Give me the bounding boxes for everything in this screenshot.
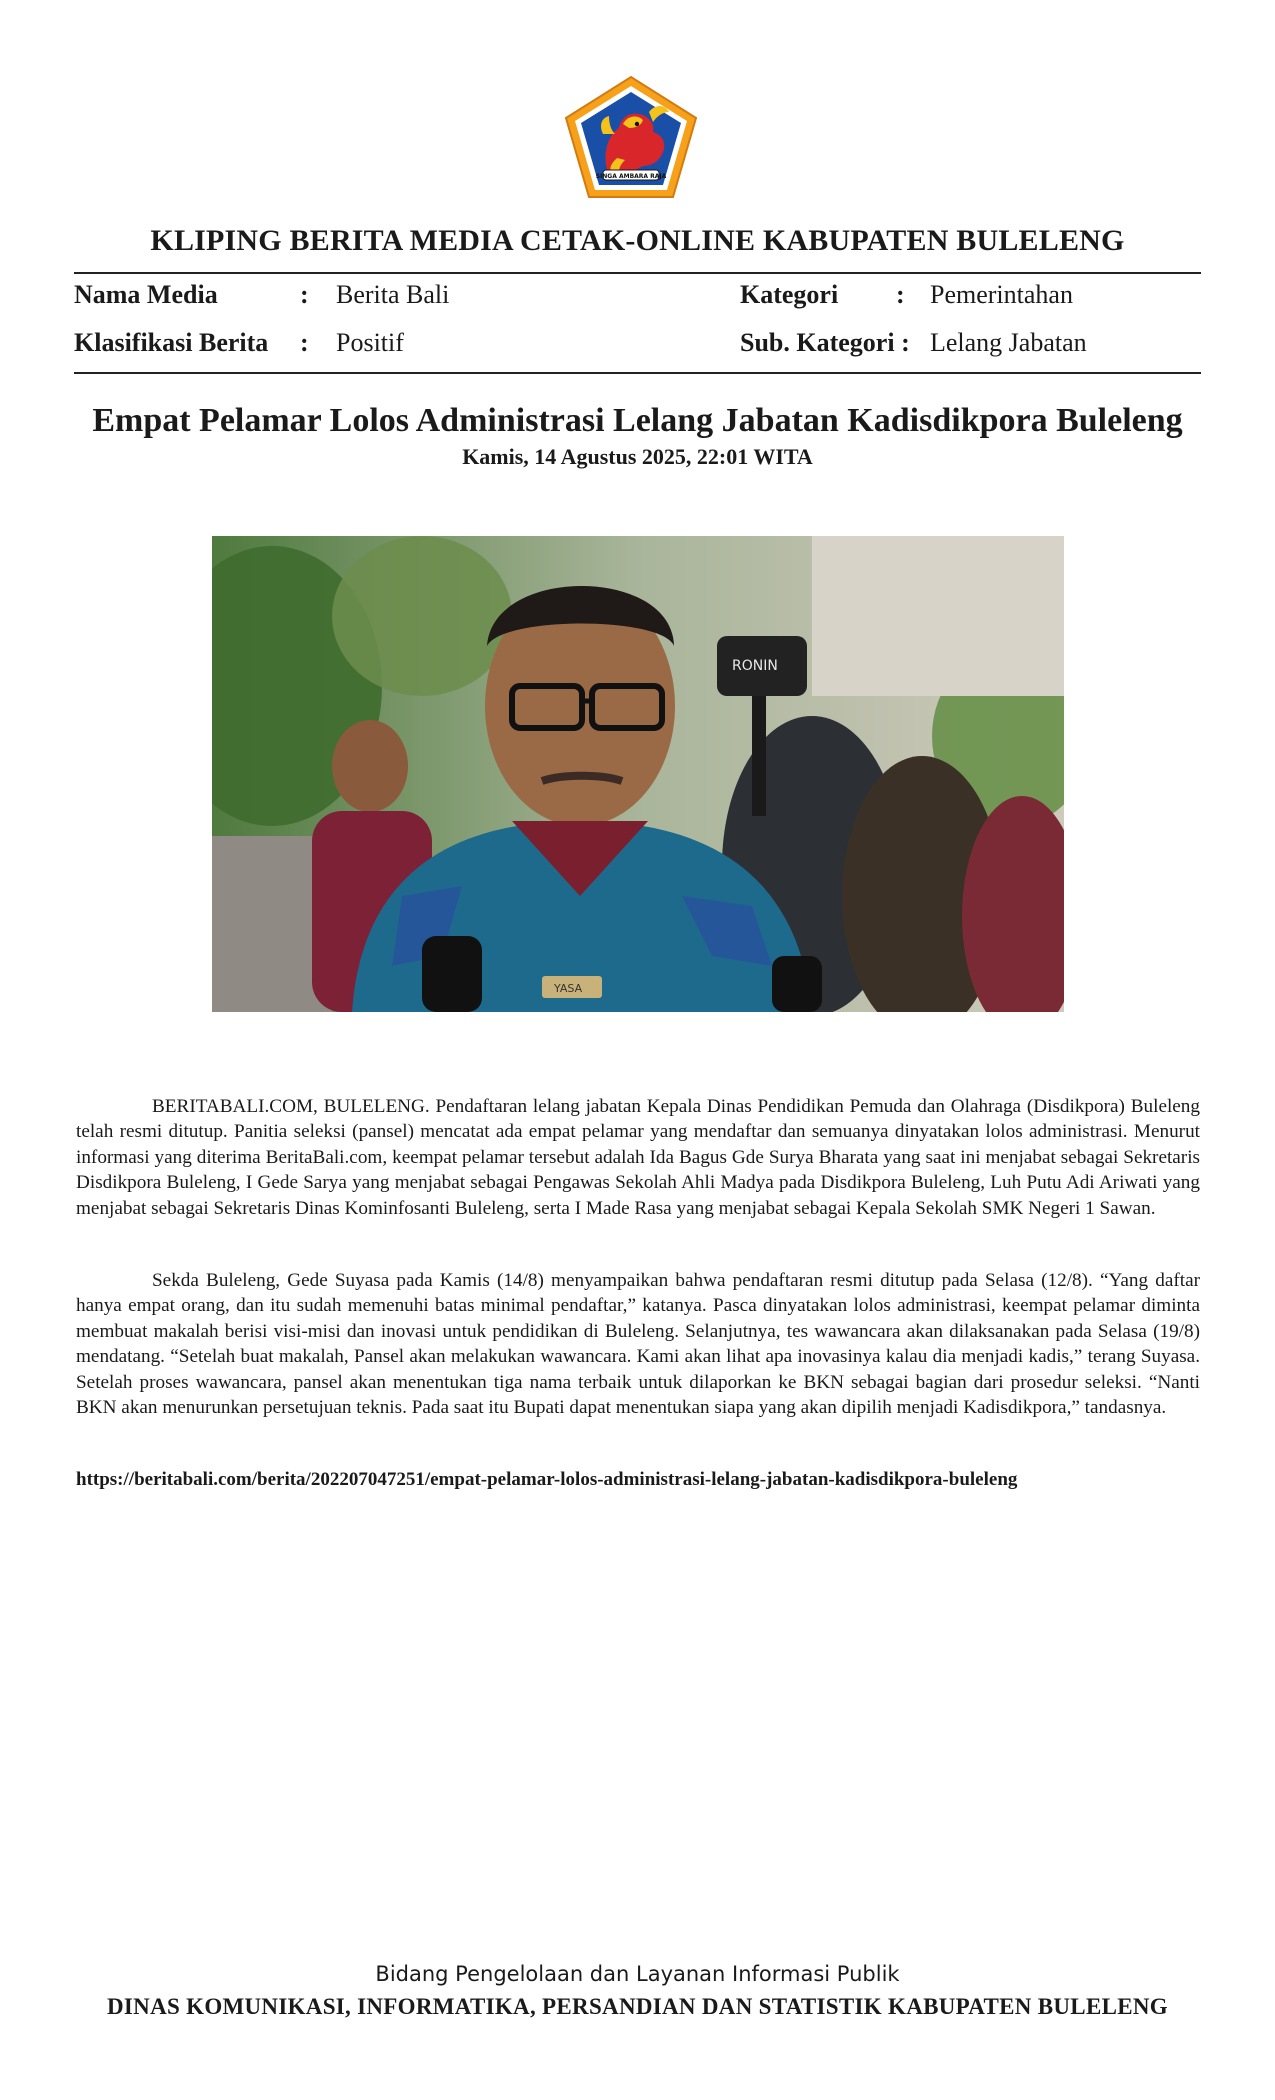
crest-motto: SINGA AMBARA RAJA: [595, 173, 667, 180]
buleleng-crest-logo: [563, 74, 699, 200]
media-name-colon: :: [300, 280, 309, 309]
footer-division-name: Bidang Pengelolaan dan Layanan Informasi Publik: [375, 1962, 900, 1986]
meta-row-media: [74, 280, 1201, 316]
classification-colon: :: [300, 328, 309, 357]
article-headline: Empat Pelamar Lolos Administrasi Lelang Jabatan Kadisdikpora Buleleng: [92, 402, 1183, 439]
header-top-divider: [74, 272, 1201, 274]
subcategory-label: Sub. Kategori :: [740, 328, 910, 357]
article-date: Kamis, 14 Agustus 2025, 22:01 WITA: [462, 444, 813, 469]
footer-agency-name: DINAS KOMUNIKASI, INFORMATIKA, PERSANDIAN DAN STATISTIK KABUPATEN BULELENG: [107, 1994, 1168, 2019]
name-tag-label: YASA: [554, 982, 583, 995]
classification-label: Klasifikasi Berita: [74, 328, 269, 357]
subcategory-value: Lelang Jabatan: [930, 328, 1087, 357]
category-label: Kategori: [740, 280, 839, 309]
camera-brand-label: RONIN: [732, 658, 778, 674]
meta-row-classification: [74, 328, 1201, 364]
category-value: Pemerintahan: [930, 280, 1073, 309]
clipping-header-title: KLIPING BERITA MEDIA CETAK-ONLINE KABUPATEN BULELENG: [150, 224, 1125, 257]
buleleng-regency-crest-icon: [563, 74, 699, 200]
media-name-value: Berita Bali: [336, 280, 450, 309]
article-photo: [212, 536, 1064, 1012]
article-source-link[interactable]: https://beritabali.com/berita/202207047251/empat-pelamar-lolos-administrasi-lelang-jabatan-kadisdikpora-buleleng: [76, 1469, 1018, 1490]
category-colon: :: [896, 280, 905, 309]
classification-value: Positif: [336, 328, 404, 357]
article-paragraph-2: Sekda Buleleng, Gede Suyasa pada Kamis (14/8) menyampaikan bahwa pendaftaran resmi ditutup pada Selasa (12/8). “Yang daftar hanya empat orang, dan itu sudah memenuhi batas minimal pendaftar,” katanya. Pasca dinyatakan lolos administrasi, keempat pelamar diminta membuat makalah berisi visi-misi dan inovasi untuk pendidikan di Buleleng. Selanjutnya, tes wawancara akan dilaksanakan pada Selasa (19/8) mendatang. “Setelah buat makalah, Pansel akan melakukan wawancara. Kami akan lihat apa inovasinya kalau dia menjadi kadis,” terang Suyasa. Setelah proses wawancara, pansel akan menentukan tiga nama terbaik untuk dilaporkan ke BKN sebagai bagian dari prosedur seleksi. “Nanti BKN akan menurunkan persetujuan teknis. Pada saat itu Bupati dapat menentukan siapa yang akan dipilih menjadi Kadisdikpora,” tandasnya.: [76, 1270, 1200, 1419]
interview-photo-illustration: [212, 536, 1064, 1012]
header-bottom-divider: [74, 372, 1201, 374]
article-paragraph-1: BERITABALI.COM, BULELENG. Pendaftaran lelang jabatan Kepala Dinas Pendidikan Pemuda dan Olahraga (Disdikpora) Buleleng telah resmi ditutup. Panitia seleksi (pansel) mencatat ada empat pelamar yang mendaftar dan semuanya dinyatakan lolos administrasi. Menurut informasi yang diterima BeritaBali.com, keempat pelamar tersebut adalah Ida Bagus Gde Surya Bharata yang saat ini menjabat sebagai Sekretaris Disdikpora Buleleng, I Gede Sarya yang menjabat sebagai Pengawas Sekolah Ahli Madya pada Disdikpora Buleleng, Luh Putu Adi Ariwati yang menjabat sebagai Sekretaris Dinas Kominfosanti Buleleng, serta I Made Rasa yang menjabat sebagai Kepala Sekolah SMK Negeri 1 Sawan.: [76, 1096, 1200, 1219]
media-name-label: Nama Media: [74, 280, 218, 309]
